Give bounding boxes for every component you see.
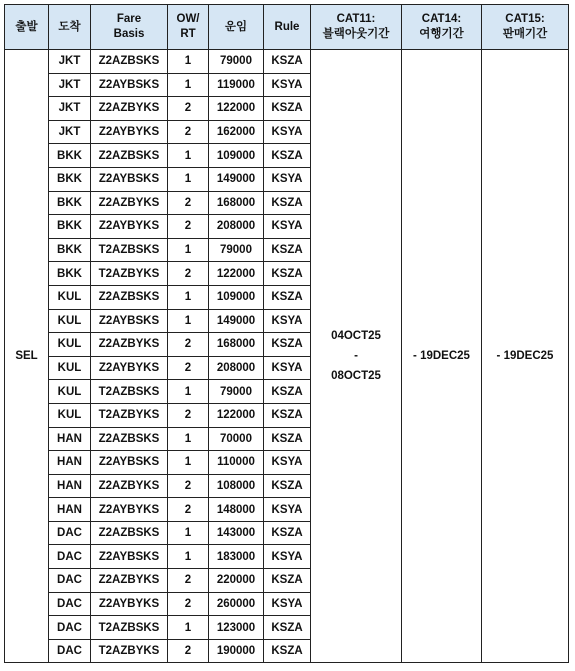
table-header bbox=[5, 5, 569, 50]
header-cat14 bbox=[402, 5, 482, 50]
cat14-travel-cell: - 19DEC25 bbox=[402, 50, 482, 663]
fare-basis-cell: Z2AZBSKS bbox=[91, 285, 168, 309]
destination-cell: DAC bbox=[49, 592, 91, 616]
destination-cell: BKK bbox=[49, 144, 91, 168]
fare-basis-cell: Z2AZBSKS bbox=[91, 50, 168, 74]
ow-rt-cell: 2 bbox=[168, 215, 209, 239]
ow-rt-cell: 1 bbox=[168, 451, 209, 475]
rule-cell: KSZA bbox=[264, 639, 311, 663]
ow-rt-cell: 1 bbox=[168, 144, 209, 168]
fare-cell: 79000 bbox=[209, 238, 264, 262]
destination-cell: JKT bbox=[49, 97, 91, 121]
header-cat11-line1: CAT11: bbox=[336, 13, 376, 25]
ow-rt-cell: 2 bbox=[168, 474, 209, 498]
rule-cell: KSZA bbox=[264, 191, 311, 215]
destination-cell: JKT bbox=[49, 120, 91, 144]
fare-cell: 119000 bbox=[209, 73, 264, 97]
ow-rt-cell: 2 bbox=[168, 498, 209, 522]
rule-cell: KSZA bbox=[264, 427, 311, 451]
rule-cell: KSZA bbox=[264, 521, 311, 545]
fare-cell: 110000 bbox=[209, 451, 264, 475]
fare-basis-cell: Z2AZBYKS bbox=[91, 191, 168, 215]
header-ow-rt-line1: OW/ bbox=[176, 13, 200, 25]
fare-basis-cell: Z2AYBSKS bbox=[91, 545, 168, 569]
header-cat14-line1: CAT14: bbox=[421, 13, 462, 25]
cat11-blackout-cell bbox=[311, 50, 402, 663]
rule-cell: KSYA bbox=[264, 215, 311, 239]
fare-cell: 79000 bbox=[209, 50, 264, 74]
cat11-sep: - bbox=[354, 350, 358, 363]
ow-rt-cell: 2 bbox=[168, 639, 209, 663]
fare-table-container bbox=[4, 4, 569, 663]
ow-rt-cell: 1 bbox=[168, 238, 209, 262]
destination-cell: JKT bbox=[49, 73, 91, 97]
fare-cell: 109000 bbox=[209, 144, 264, 168]
destination-cell: KUL bbox=[49, 285, 91, 309]
rule-cell: KSZA bbox=[264, 569, 311, 593]
destination-cell: HAN bbox=[49, 427, 91, 451]
fare-cell: 149000 bbox=[209, 309, 264, 333]
fare-basis-cell: Z2AZBYKS bbox=[91, 333, 168, 357]
header-cat11-line2: 블랙아웃기간 bbox=[322, 28, 390, 40]
header-fare-basis-line1: Fare bbox=[116, 13, 142, 25]
ow-rt-cell: 1 bbox=[168, 285, 209, 309]
rule-cell: KSYA bbox=[264, 309, 311, 333]
rule-cell: KSZA bbox=[264, 616, 311, 640]
ow-rt-cell: 2 bbox=[168, 97, 209, 121]
rule-cell: KSYA bbox=[264, 498, 311, 522]
ow-rt-cell: 1 bbox=[168, 427, 209, 451]
fare-cell: 220000 bbox=[209, 569, 264, 593]
fare-basis-cell: Z2AYBSKS bbox=[91, 73, 168, 97]
destination-cell: BKK bbox=[49, 215, 91, 239]
fare-basis-cell: T2AZBYKS bbox=[91, 262, 168, 286]
fare-cell: 70000 bbox=[209, 427, 264, 451]
destination-cell: DAC bbox=[49, 569, 91, 593]
fare-basis-cell: Z2AZBSKS bbox=[91, 144, 168, 168]
destination-cell: KUL bbox=[49, 380, 91, 404]
fare-basis-cell: Z2AZBYKS bbox=[91, 97, 168, 121]
header-destination: 도착 bbox=[49, 5, 91, 50]
fare-basis-cell: Z2AZBYKS bbox=[91, 474, 168, 498]
cat15-sales-cell: - 19DEC25 bbox=[482, 50, 569, 663]
fare-basis-cell: Z2AYBYKS bbox=[91, 592, 168, 616]
fare-cell: 208000 bbox=[209, 356, 264, 380]
ow-rt-cell: 2 bbox=[168, 120, 209, 144]
fare-basis-cell: T2AZBSKS bbox=[91, 616, 168, 640]
fare-basis-cell: Z2AYBYKS bbox=[91, 120, 168, 144]
fare-basis-cell: T2AZBSKS bbox=[91, 380, 168, 404]
destination-cell: KUL bbox=[49, 356, 91, 380]
table-row bbox=[5, 50, 569, 74]
rule-cell: KSZA bbox=[264, 238, 311, 262]
rule-cell: KSYA bbox=[264, 592, 311, 616]
rule-cell: KSZA bbox=[264, 285, 311, 309]
fare-cell: 168000 bbox=[209, 191, 264, 215]
fare-cell: 123000 bbox=[209, 616, 264, 640]
fare-basis-cell: T2AZBYKS bbox=[91, 403, 168, 427]
fare-cell: 190000 bbox=[209, 639, 264, 663]
fare-cell: 162000 bbox=[209, 120, 264, 144]
ow-rt-cell: 1 bbox=[168, 380, 209, 404]
rule-cell: KSZA bbox=[264, 262, 311, 286]
rule-cell: KSYA bbox=[264, 73, 311, 97]
ow-rt-cell: 1 bbox=[168, 545, 209, 569]
header-cat14-line2: 여행기간 bbox=[419, 28, 464, 40]
destination-cell: DAC bbox=[49, 639, 91, 663]
destination-cell: BKK bbox=[49, 238, 91, 262]
header-origin: 출발 bbox=[5, 5, 49, 50]
destination-cell: BKK bbox=[49, 167, 91, 191]
table-body bbox=[5, 50, 569, 663]
rule-cell: KSZA bbox=[264, 474, 311, 498]
fare-cell: 143000 bbox=[209, 521, 264, 545]
fare-basis-cell: Z2AYBYKS bbox=[91, 215, 168, 239]
fare-cell: 260000 bbox=[209, 592, 264, 616]
ow-rt-cell: 1 bbox=[168, 521, 209, 545]
ow-rt-cell: 2 bbox=[168, 569, 209, 593]
fare-cell: 149000 bbox=[209, 167, 264, 191]
ow-rt-cell: 2 bbox=[168, 356, 209, 380]
fare-basis-cell: T2AZBSKS bbox=[91, 238, 168, 262]
header-cat15-line2: 판매기간 bbox=[502, 28, 548, 40]
destination-cell: JKT bbox=[49, 50, 91, 74]
destination-cell: BKK bbox=[49, 191, 91, 215]
destination-cell: DAC bbox=[49, 521, 91, 545]
fare-basis-cell: Z2AZBSKS bbox=[91, 427, 168, 451]
ow-rt-cell: 1 bbox=[168, 73, 209, 97]
fare-cell: 208000 bbox=[209, 215, 264, 239]
header-cat15 bbox=[482, 5, 569, 50]
ow-rt-cell: 2 bbox=[168, 403, 209, 427]
destination-cell: HAN bbox=[49, 451, 91, 475]
ow-rt-cell: 1 bbox=[168, 309, 209, 333]
ow-rt-cell: 1 bbox=[168, 616, 209, 640]
destination-cell: KUL bbox=[49, 309, 91, 333]
fare-basis-cell: Z2AYBYKS bbox=[91, 356, 168, 380]
header-fare-basis-line2: Basis bbox=[113, 28, 145, 40]
rule-cell: KSZA bbox=[264, 144, 311, 168]
fare-basis-cell: T2AZBYKS bbox=[91, 639, 168, 663]
header-row bbox=[5, 5, 569, 50]
cat11-to: 08OCT25 bbox=[331, 370, 381, 383]
fare-cell: 183000 bbox=[209, 545, 264, 569]
rule-cell: KSYA bbox=[264, 167, 311, 191]
origin-cell: SEL bbox=[5, 50, 49, 663]
fare-table bbox=[4, 4, 569, 663]
rule-cell: KSYA bbox=[264, 451, 311, 475]
header-cat11 bbox=[311, 5, 402, 50]
destination-cell: DAC bbox=[49, 545, 91, 569]
fare-cell: 79000 bbox=[209, 380, 264, 404]
rule-cell: KSZA bbox=[264, 333, 311, 357]
header-ow-rt-line2: RT bbox=[180, 28, 196, 40]
destination-cell: HAN bbox=[49, 498, 91, 522]
fare-cell: 122000 bbox=[209, 97, 264, 121]
fare-cell: 122000 bbox=[209, 262, 264, 286]
ow-rt-cell: 1 bbox=[168, 167, 209, 191]
destination-cell: KUL bbox=[49, 333, 91, 357]
rule-cell: KSZA bbox=[264, 97, 311, 121]
fare-cell: 122000 bbox=[209, 403, 264, 427]
ow-rt-cell: 2 bbox=[168, 333, 209, 357]
destination-cell: DAC bbox=[49, 616, 91, 640]
rule-cell: KSZA bbox=[264, 380, 311, 404]
fare-basis-cell: Z2AYBSKS bbox=[91, 309, 168, 333]
fare-basis-cell: Z2AYBSKS bbox=[91, 451, 168, 475]
header-rule: Rule bbox=[264, 5, 311, 50]
fare-cell: 109000 bbox=[209, 285, 264, 309]
header-fare-basis bbox=[91, 5, 168, 50]
rule-cell: KSYA bbox=[264, 545, 311, 569]
fare-basis-cell: Z2AZBSKS bbox=[91, 521, 168, 545]
rule-cell: KSZA bbox=[264, 50, 311, 74]
destination-cell: BKK bbox=[49, 262, 91, 286]
ow-rt-cell: 2 bbox=[168, 592, 209, 616]
fare-cell: 108000 bbox=[209, 474, 264, 498]
destination-cell: KUL bbox=[49, 403, 91, 427]
ow-rt-cell: 2 bbox=[168, 262, 209, 286]
ow-rt-cell: 1 bbox=[168, 50, 209, 74]
rule-cell: KSYA bbox=[264, 120, 311, 144]
cat11-from: 04OCT25 bbox=[331, 330, 381, 343]
fare-basis-cell: Z2AYBYKS bbox=[91, 498, 168, 522]
rule-cell: KSZA bbox=[264, 403, 311, 427]
header-fare: 운임 bbox=[209, 5, 264, 50]
header-cat15-line1: CAT15: bbox=[505, 13, 545, 25]
rule-cell: KSYA bbox=[264, 356, 311, 380]
fare-basis-cell: Z2AZBYKS bbox=[91, 569, 168, 593]
header-ow-rt bbox=[168, 5, 209, 50]
ow-rt-cell: 2 bbox=[168, 191, 209, 215]
fare-cell: 168000 bbox=[209, 333, 264, 357]
fare-basis-cell: Z2AYBSKS bbox=[91, 167, 168, 191]
fare-cell: 148000 bbox=[209, 498, 264, 522]
destination-cell: HAN bbox=[49, 474, 91, 498]
